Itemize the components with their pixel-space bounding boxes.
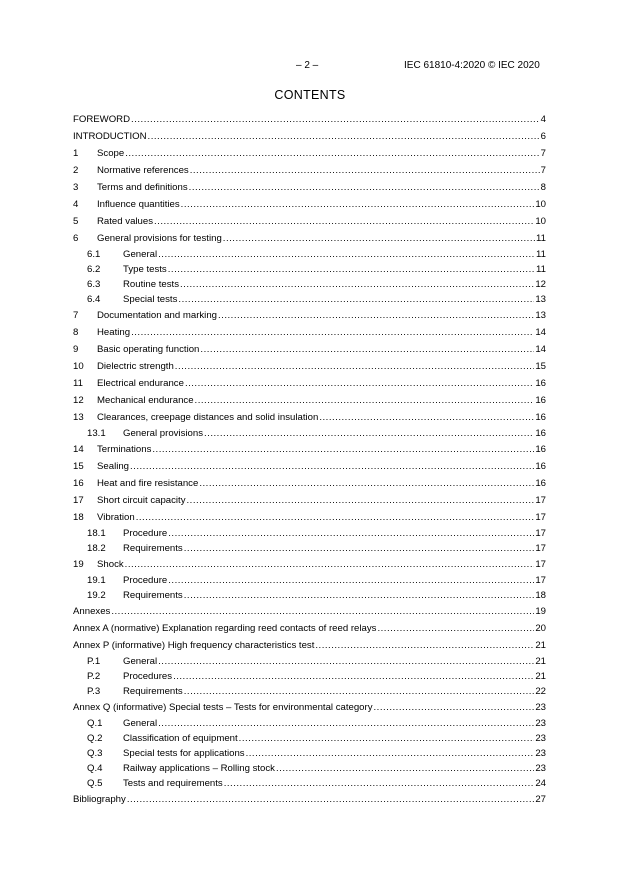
- page-title: CONTENTS: [274, 88, 346, 102]
- toc-entry-page: 23: [535, 718, 546, 729]
- dot-leader: [184, 684, 535, 699]
- dot-leader: [168, 526, 534, 541]
- toc-entry-number: 13.1: [87, 428, 106, 439]
- toc-entry-number: 19.2: [87, 590, 106, 601]
- dot-leader: [224, 776, 535, 791]
- toc-entry-number: 13: [73, 412, 84, 423]
- toc-entry-number: 7: [73, 310, 79, 321]
- toc-entry-title: Heating: [97, 327, 131, 338]
- dot-leader: [158, 247, 535, 262]
- toc-entry[interactable]: [73, 509, 546, 526]
- dot-leader: [168, 573, 534, 588]
- toc-entry-number: Q.2: [87, 733, 103, 744]
- toc-entry-number: 16: [73, 478, 84, 489]
- toc-entry-number: 18.2: [87, 543, 106, 554]
- dot-leader: [168, 262, 535, 277]
- toc-entry-number: P.1: [87, 656, 101, 667]
- toc-entry-title: Terms and definitions: [97, 182, 188, 193]
- dot-leader: [190, 162, 540, 179]
- dot-leader: [199, 475, 534, 492]
- dot-leader: [173, 669, 534, 684]
- toc-entry[interactable]: [73, 776, 546, 791]
- toc-entry[interactable]: [73, 324, 546, 341]
- dot-leader: [276, 761, 534, 776]
- dot-leader: [148, 128, 540, 145]
- toc-entry-title: Procedures: [123, 671, 173, 682]
- toc-entry-title: Classification of equipment: [123, 733, 238, 744]
- toc-entry-page: 17: [535, 543, 546, 554]
- toc-entry[interactable]: [73, 213, 546, 230]
- toc-entry[interactable]: [73, 426, 546, 441]
- toc-entry[interactable]: [73, 637, 546, 654]
- toc-entry-title: Procedure: [123, 575, 168, 586]
- dot-leader: [158, 654, 534, 669]
- toc-entry-page: 18: [535, 590, 546, 601]
- toc-entry[interactable]: [73, 603, 546, 620]
- toc-entry-title: Tests and requirements: [123, 778, 223, 789]
- toc-entry-page: 16: [535, 412, 546, 423]
- toc-entry-number: 6.3: [87, 279, 101, 290]
- dot-leader: [130, 458, 534, 475]
- toc-entry-page: 11: [536, 233, 546, 244]
- toc-entry-number: 19.1: [87, 575, 106, 586]
- dot-leader: [184, 588, 535, 603]
- toc-entry-page: 16: [535, 444, 546, 455]
- toc-entry[interactable]: [73, 358, 546, 375]
- toc-entry[interactable]: [73, 492, 546, 509]
- toc-entry-number: 6.1: [87, 249, 101, 260]
- toc-entry-page: 14: [535, 327, 546, 338]
- toc-entry-number: 2: [73, 165, 79, 176]
- toc-entry-title: Bibliography: [73, 794, 126, 805]
- toc-entry-title: Requirements: [123, 543, 183, 554]
- toc-entry-title: Normative references: [97, 165, 189, 176]
- toc-entry-title: General: [123, 718, 158, 729]
- toc-entry-page: 23: [535, 763, 546, 774]
- dot-leader: [111, 603, 534, 620]
- dot-leader: [125, 145, 539, 162]
- toc-entry-page: 27: [535, 794, 546, 805]
- toc-entry-page: 10: [535, 199, 546, 210]
- toc-entry-title: Routine tests: [123, 279, 179, 290]
- dot-leader: [185, 375, 534, 392]
- toc-entry-title: Rated values: [97, 216, 153, 227]
- toc-entry[interactable]: [73, 409, 546, 426]
- toc-entry[interactable]: [73, 684, 546, 699]
- toc-entry-page: 14: [535, 344, 546, 355]
- table-of-contents: [73, 111, 546, 808]
- toc-entry-title: Railway applications – Rolling stock: [123, 763, 275, 774]
- dot-leader: [178, 292, 534, 307]
- toc-entry-page: 13: [535, 294, 546, 305]
- toc-entry-number: 17: [73, 495, 84, 506]
- toc-entry-page: 17: [535, 528, 546, 539]
- dot-leader: [246, 746, 535, 761]
- toc-entry[interactable]: [73, 620, 546, 637]
- toc-entry-title: Annexes: [73, 606, 111, 617]
- dot-leader: [152, 441, 534, 458]
- dot-leader: [184, 541, 535, 556]
- toc-entry-page: 7: [540, 148, 546, 159]
- dot-leader: [374, 699, 535, 716]
- toc-entry-title: Vibration: [97, 512, 135, 523]
- toc-entry-page: 16: [535, 478, 546, 489]
- toc-entry[interactable]: [73, 761, 546, 776]
- toc-entry[interactable]: [73, 441, 546, 458]
- toc-entry-title: General: [123, 656, 158, 667]
- toc-entry[interactable]: [73, 731, 546, 746]
- dot-leader: [315, 637, 534, 654]
- toc-entry-page: 10: [535, 216, 546, 227]
- toc-entry-page: 16: [535, 378, 546, 389]
- toc-entry-title: FOREWORD: [73, 114, 131, 125]
- toc-entry-number: 6.4: [87, 294, 101, 305]
- toc-entry-number: P.3: [87, 686, 101, 697]
- toc-entry-title: Scope: [97, 148, 125, 159]
- toc-entry[interactable]: [73, 179, 546, 196]
- toc-entry-title: General provisions for testing: [97, 233, 222, 244]
- dot-leader: [175, 358, 535, 375]
- toc-entry-page: 21: [535, 671, 546, 682]
- toc-entry-page: 17: [535, 559, 546, 570]
- toc-entry-number: 14: [73, 444, 84, 455]
- toc-entry-page: 16: [535, 461, 546, 472]
- toc-entry[interactable]: [73, 341, 546, 358]
- dot-leader: [239, 731, 535, 746]
- dot-leader: [181, 196, 535, 213]
- toc-entry-page: 12: [535, 279, 546, 290]
- toc-entry-title: Shock: [97, 559, 124, 570]
- toc-entry[interactable]: [73, 475, 546, 492]
- toc-entry-title: General provisions: [123, 428, 203, 439]
- toc-entry[interactable]: [73, 162, 546, 179]
- toc-entry[interactable]: [73, 654, 546, 669]
- toc-entry-page: 21: [535, 656, 546, 667]
- toc-entry-page: 17: [535, 575, 546, 586]
- dot-leader: [204, 426, 534, 441]
- toc-entry-page: 21: [535, 640, 546, 651]
- toc-entry-title: INTRODUCTION: [73, 131, 147, 142]
- dot-leader: [319, 409, 534, 426]
- toc-entry-number: 1: [73, 148, 79, 159]
- toc-entry-number: 18: [73, 512, 84, 523]
- toc-entry-title: Special tests: [123, 294, 178, 305]
- toc-entry[interactable]: [73, 746, 546, 761]
- toc-entry[interactable]: [73, 128, 546, 145]
- toc-entry[interactable]: [73, 230, 546, 247]
- toc-entry-page: 13: [535, 310, 546, 321]
- toc-entry[interactable]: [73, 392, 546, 409]
- toc-entry-number: 6.2: [87, 264, 101, 275]
- toc-entry[interactable]: [73, 247, 546, 262]
- toc-entry-page: 6: [540, 131, 546, 142]
- toc-entry-title: Influence quantities: [97, 199, 180, 210]
- toc-entry-number: 4: [73, 199, 79, 210]
- dot-leader: [131, 111, 540, 128]
- toc-entry-title: Annex P (informative) High frequency characteristics test: [73, 640, 315, 651]
- dot-leader: [127, 791, 535, 808]
- toc-entry-page: 19: [535, 606, 546, 617]
- toc-entry[interactable]: [73, 588, 546, 603]
- toc-entry-page: 20: [535, 623, 546, 634]
- toc-entry-title: Special tests for applications: [123, 748, 245, 759]
- toc-entry-page: 23: [535, 733, 546, 744]
- dot-leader: [218, 307, 534, 324]
- toc-entry[interactable]: [73, 307, 546, 324]
- toc-entry[interactable]: [73, 262, 546, 277]
- toc-entry[interactable]: [73, 145, 546, 162]
- toc-entry-number: 12: [73, 395, 84, 406]
- toc-entry-page: 23: [535, 748, 546, 759]
- toc-entry-title: Heat and fire resistance: [97, 478, 199, 489]
- toc-entry-page: 17: [535, 495, 546, 506]
- toc-entry-page: 22: [535, 686, 546, 697]
- toc-entry-number: 11: [73, 378, 83, 389]
- toc-entry-page: 17: [535, 512, 546, 523]
- toc-entry[interactable]: [73, 526, 546, 541]
- toc-entry-page: 11: [536, 249, 546, 260]
- toc-entry-page: 24: [535, 778, 546, 789]
- toc-entry-title: Type tests: [123, 264, 167, 275]
- toc-entry[interactable]: [73, 699, 546, 716]
- toc-entry[interactable]: [73, 669, 546, 684]
- toc-entry-title: Terminations: [97, 444, 152, 455]
- toc-entry[interactable]: [73, 111, 546, 128]
- dot-leader: [223, 230, 535, 247]
- toc-entry-title: General: [123, 249, 158, 260]
- toc-entry-number: 5: [73, 216, 79, 227]
- toc-entry-page: 16: [535, 395, 546, 406]
- toc-entry-number: Q.4: [87, 763, 103, 774]
- toc-entry-title: Procedure: [123, 528, 168, 539]
- dot-leader: [180, 277, 534, 292]
- toc-entry[interactable]: [73, 541, 546, 556]
- toc-entry-number: 9: [73, 344, 79, 355]
- dot-leader: [136, 509, 535, 526]
- toc-entry-title: Requirements: [123, 590, 183, 601]
- toc-entry-page: 23: [535, 702, 546, 713]
- toc-entry-page: 11: [536, 264, 546, 275]
- toc-entry-title: Documentation and marking: [97, 310, 217, 321]
- toc-entry-number: 18.1: [87, 528, 106, 539]
- toc-entry-page: 16: [535, 428, 546, 439]
- toc-entry-title: Short circuit capacity: [97, 495, 186, 506]
- dot-leader: [125, 556, 535, 573]
- toc-entry-number: 19: [73, 559, 84, 570]
- toc-entry[interactable]: [73, 556, 546, 573]
- dot-leader: [187, 492, 535, 509]
- dot-leader: [200, 341, 534, 358]
- toc-entry-title: Annex Q (informative) Special tests – Tests for environmental category: [73, 702, 373, 713]
- toc-entry[interactable]: [73, 292, 546, 307]
- toc-entry-number: 15: [73, 461, 84, 472]
- dot-leader: [154, 213, 534, 230]
- toc-entry-number: 3: [73, 182, 79, 193]
- toc-entry-number: P.2: [87, 671, 101, 682]
- standard-reference: IEC 61810-4:2020 © IEC 2020: [404, 60, 540, 71]
- dot-leader: [195, 392, 535, 409]
- toc-entry[interactable]: [73, 791, 546, 808]
- dot-leader: [377, 620, 534, 637]
- toc-entry[interactable]: [73, 277, 546, 292]
- toc-entry-number: 8: [73, 327, 79, 338]
- toc-entry-number: 6: [73, 233, 79, 244]
- toc-entry-number: Q.5: [87, 778, 103, 789]
- toc-entry[interactable]: [73, 458, 546, 475]
- toc-entry-page: 4: [540, 114, 546, 125]
- toc-entry[interactable]: [73, 196, 546, 213]
- toc-entry-title: Electrical endurance: [97, 378, 184, 389]
- dot-leader: [189, 179, 540, 196]
- toc-entry-title: Basic operating function: [97, 344, 200, 355]
- toc-entry[interactable]: [73, 573, 546, 588]
- toc-entry-page: 7: [540, 165, 546, 176]
- toc-entry[interactable]: [73, 375, 546, 392]
- toc-entry-title: Requirements: [123, 686, 183, 697]
- toc-entry-page: 8: [540, 182, 546, 193]
- dot-leader: [131, 324, 534, 341]
- dot-leader: [158, 716, 534, 731]
- toc-entry-title: Mechanical endurance: [97, 395, 194, 406]
- toc-entry-number: Q.3: [87, 748, 103, 759]
- toc-entry-title: Annex A (normative) Explanation regarding reed contacts of reed relays: [73, 623, 377, 634]
- toc-entry-title: Dielectric strength: [97, 361, 174, 372]
- page-number: – 2 –: [296, 60, 319, 71]
- toc-entry-title: Sealing: [97, 461, 130, 472]
- toc-entry-number: Q.1: [87, 718, 103, 729]
- toc-entry-title: Clearances, creepage distances and solid insulation: [97, 412, 319, 423]
- toc-entry-page: 15: [535, 361, 546, 372]
- toc-entry-number: 10: [73, 361, 84, 372]
- toc-entry[interactable]: [73, 716, 546, 731]
